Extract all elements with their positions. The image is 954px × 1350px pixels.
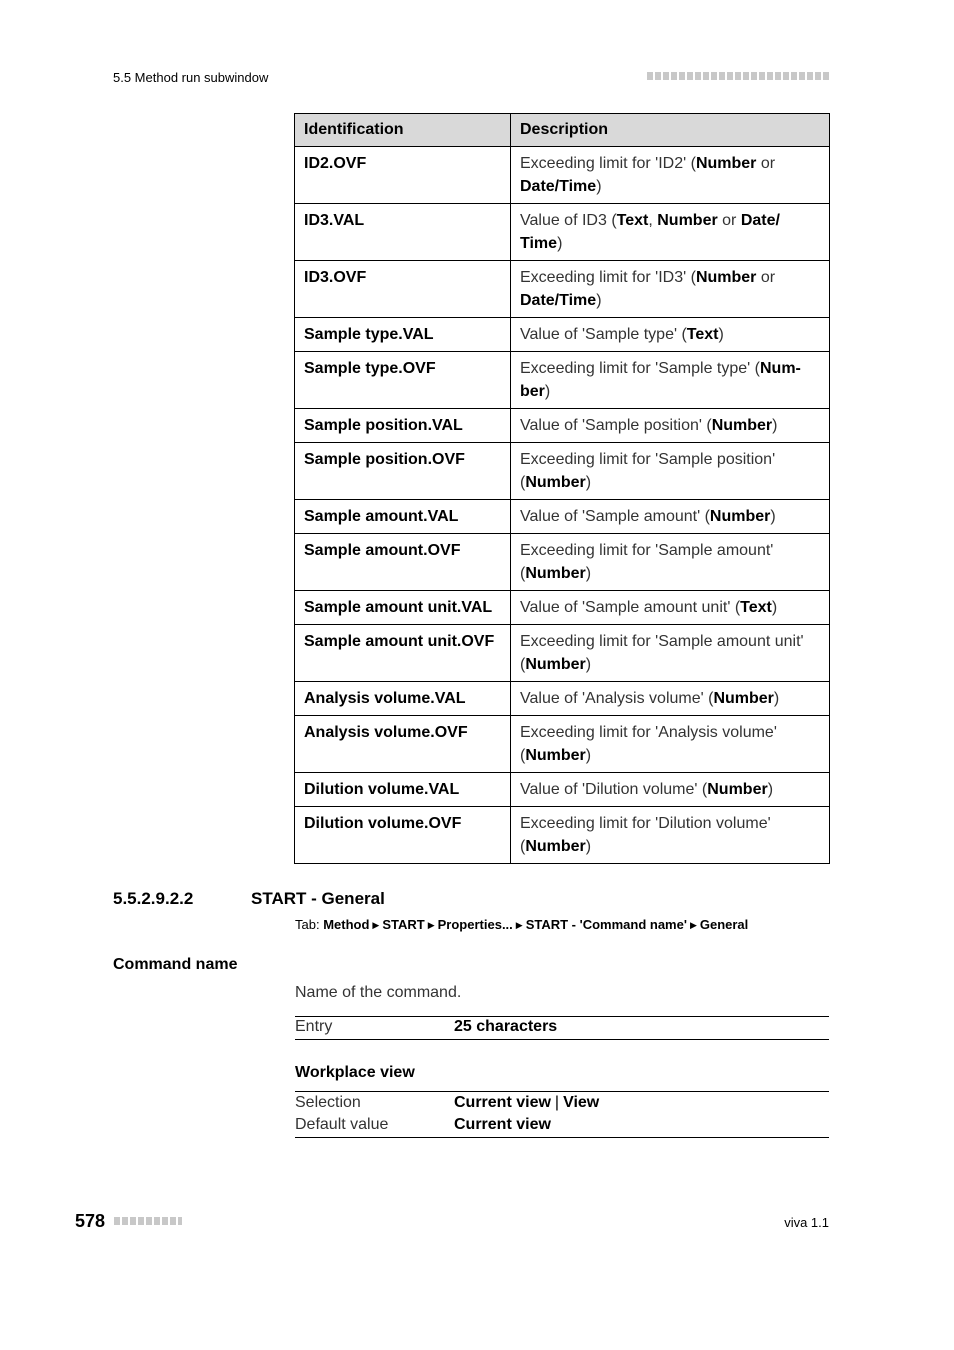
- description-text: Exceeding limit for 'Analysis volume' (: [520, 724, 777, 764]
- workplace-view-properties: [295, 1092, 829, 1136]
- description-type: Number: [713, 690, 774, 707]
- description-cell: [511, 204, 830, 261]
- description-cell: [511, 352, 830, 409]
- description-type: Number: [711, 417, 773, 434]
- description-type: Number: [525, 474, 586, 491]
- table-row: [295, 500, 830, 534]
- description-text: ,: [648, 212, 658, 229]
- selection-row: [295, 1092, 829, 1114]
- description-text: ): [585, 656, 592, 673]
- identification-cell: Sample type.OVF: [295, 352, 511, 409]
- tab-path-item: START - 'Command name': [525, 917, 687, 932]
- triangle-right-icon: ▶: [427, 920, 435, 930]
- description-type: Number: [657, 212, 718, 229]
- identification-cell: ID2.OVF: [295, 147, 511, 204]
- description-text: ): [772, 417, 778, 434]
- description-cell: [511, 682, 830, 716]
- description-text: Exceeding limit for 'ID3' (: [520, 269, 696, 286]
- identification-cell: Sample amount.OVF: [295, 534, 511, 591]
- description-text: Exceeding limit for 'Dilution volume' (: [520, 815, 771, 855]
- description-text: Value of 'Dilution volume' (: [520, 781, 708, 798]
- table-header-row: [295, 114, 830, 147]
- description-cell: [511, 591, 830, 625]
- section-number: 5.5.2.9.2.2: [113, 889, 194, 908]
- description-cell: [511, 147, 830, 204]
- description-text: ): [544, 383, 551, 400]
- description-text: Value of 'Sample amount' (: [520, 508, 710, 525]
- description-type: Date/Time: [520, 178, 597, 195]
- description-text: Exceeding limit for 'Sample amount' (: [520, 542, 774, 582]
- table-row: [295, 716, 830, 773]
- entry-label: Entry: [295, 1018, 333, 1035]
- entry-value: 25 characters: [454, 1018, 558, 1035]
- triangle-right-icon: ▶: [372, 920, 380, 930]
- description-text: Value of ID3 (: [520, 212, 617, 229]
- column-header-description: Description: [511, 114, 830, 147]
- identification-cell: ID3.VAL: [295, 204, 511, 261]
- identification-cell: Sample type.VAL: [295, 318, 511, 352]
- tab-path-item: General: [699, 917, 749, 932]
- identification-table: [294, 113, 830, 864]
- identification-cell: Sample amount unit.OVF: [295, 625, 511, 682]
- description-cell: [511, 443, 830, 500]
- description-cell: [511, 409, 830, 443]
- description-text: Exceeding limit for 'Sample amount unit' (: [520, 633, 804, 673]
- table-row: [295, 773, 830, 807]
- description-text: ): [585, 474, 592, 491]
- description-type: Text: [616, 212, 649, 229]
- description-text: Value of 'Sample amount unit' (: [520, 599, 741, 616]
- identification-cell: Analysis volume.VAL: [295, 682, 511, 716]
- description-type: Num-ber: [520, 360, 801, 400]
- footer-decoration: [114, 1217, 182, 1225]
- table-row: [295, 625, 830, 682]
- triangle-right-icon: ▶: [689, 920, 697, 930]
- description-type: Text: [740, 599, 772, 616]
- tab-path-item: Method: [323, 917, 370, 932]
- table-row: [295, 318, 830, 352]
- description-text: ): [585, 747, 592, 764]
- table-row: [295, 261, 830, 318]
- table-row: [295, 682, 830, 716]
- tab-path: [295, 917, 748, 932]
- workplace-view-title: Workplace view: [295, 1064, 415, 1081]
- description-type: Number: [525, 656, 586, 673]
- description-type: Number: [525, 565, 586, 582]
- description-text: ): [770, 508, 776, 525]
- description-text: ): [596, 178, 602, 195]
- description-cell: [511, 318, 830, 352]
- tab-path-item: START: [382, 917, 425, 932]
- page-number: 578: [75, 1211, 106, 1231]
- tab-path-item: Properties...: [437, 917, 513, 932]
- selection-option: View: [563, 1094, 600, 1111]
- description-type: Date/ Time: [520, 212, 780, 252]
- description-type: Date/Time: [520, 292, 597, 309]
- description-type: Text: [686, 326, 719, 343]
- description-text: Value of 'Sample type' (: [520, 326, 687, 343]
- description-text: Value of 'Analysis volume' (: [520, 690, 714, 707]
- description-text: ): [585, 838, 592, 855]
- default-value: Current view: [454, 1116, 551, 1133]
- table-row: [295, 591, 830, 625]
- description-type: Number: [525, 838, 586, 855]
- default-value-label: Default value: [295, 1116, 389, 1133]
- table-row: [295, 807, 830, 864]
- description-text: ): [771, 599, 778, 616]
- divider: [295, 1039, 829, 1040]
- description-type: Number: [707, 781, 768, 798]
- header-decoration: [647, 72, 829, 80]
- identification-cell: Sample amount unit.VAL: [295, 591, 511, 625]
- command-name-title: Command name: [113, 956, 238, 973]
- selection-option: Current view: [454, 1094, 551, 1111]
- description-text: ): [585, 565, 592, 582]
- description-text: ): [773, 690, 780, 707]
- description-text: or: [756, 155, 776, 172]
- selection-label: Selection: [295, 1094, 361, 1111]
- description-text: Exceeding limit for 'Sample type' (: [520, 360, 760, 377]
- description-text: or: [756, 269, 776, 286]
- table-row: [295, 147, 830, 204]
- description-cell: [511, 625, 830, 682]
- table-row: [295, 443, 830, 500]
- description-text: or: [717, 212, 741, 229]
- entry-row: [295, 1016, 829, 1038]
- section-title: START - General: [251, 889, 385, 908]
- description-type: Number: [695, 155, 757, 172]
- product-version: viva 1.1: [784, 1215, 829, 1230]
- description-text: Exceeding limit for 'ID2' (: [520, 155, 696, 172]
- identification-cell: Sample position.VAL: [295, 409, 511, 443]
- description-type: Number: [695, 269, 757, 286]
- identification-cell: Sample position.OVF: [295, 443, 511, 500]
- column-header-identification: Identification: [295, 114, 511, 147]
- identification-cell: Sample amount.VAL: [295, 500, 511, 534]
- table-row: [295, 409, 830, 443]
- tab-prefix: Tab:: [295, 917, 320, 932]
- table-row: [295, 534, 830, 591]
- description-cell: [511, 261, 830, 318]
- selection-separator: |: [554, 1094, 560, 1111]
- identification-cell: ID3.OVF: [295, 261, 511, 318]
- description-cell: [511, 807, 830, 864]
- description-text: Value of 'Sample position' (: [520, 417, 712, 434]
- default-value-row: [295, 1114, 829, 1136]
- description-cell: [511, 534, 830, 591]
- identification-cell: Dilution volume.VAL: [295, 773, 511, 807]
- description-type: Number: [709, 508, 771, 525]
- description-text: ): [718, 326, 724, 343]
- table-row: [295, 352, 830, 409]
- description-cell: [511, 773, 830, 807]
- description-text: ): [557, 235, 563, 252]
- selection-values: [454, 1092, 599, 1114]
- command-name-description: Name of the command.: [295, 984, 462, 1001]
- description-type: Number: [525, 747, 586, 764]
- description-text: ): [596, 292, 602, 309]
- identification-cell: Analysis volume.OVF: [295, 716, 511, 773]
- description-cell: [511, 500, 830, 534]
- divider: [295, 1137, 829, 1138]
- description-text: Exceeding limit for 'Sample position' (: [520, 451, 776, 491]
- running-header-title: 5.5 Method run subwindow: [113, 70, 269, 85]
- table-row: [295, 204, 830, 261]
- command-name-properties: [295, 1016, 829, 1038]
- identification-cell: Dilution volume.OVF: [295, 807, 511, 864]
- description-text: ): [767, 781, 774, 798]
- triangle-right-icon: ▶: [515, 920, 523, 930]
- description-cell: [511, 716, 830, 773]
